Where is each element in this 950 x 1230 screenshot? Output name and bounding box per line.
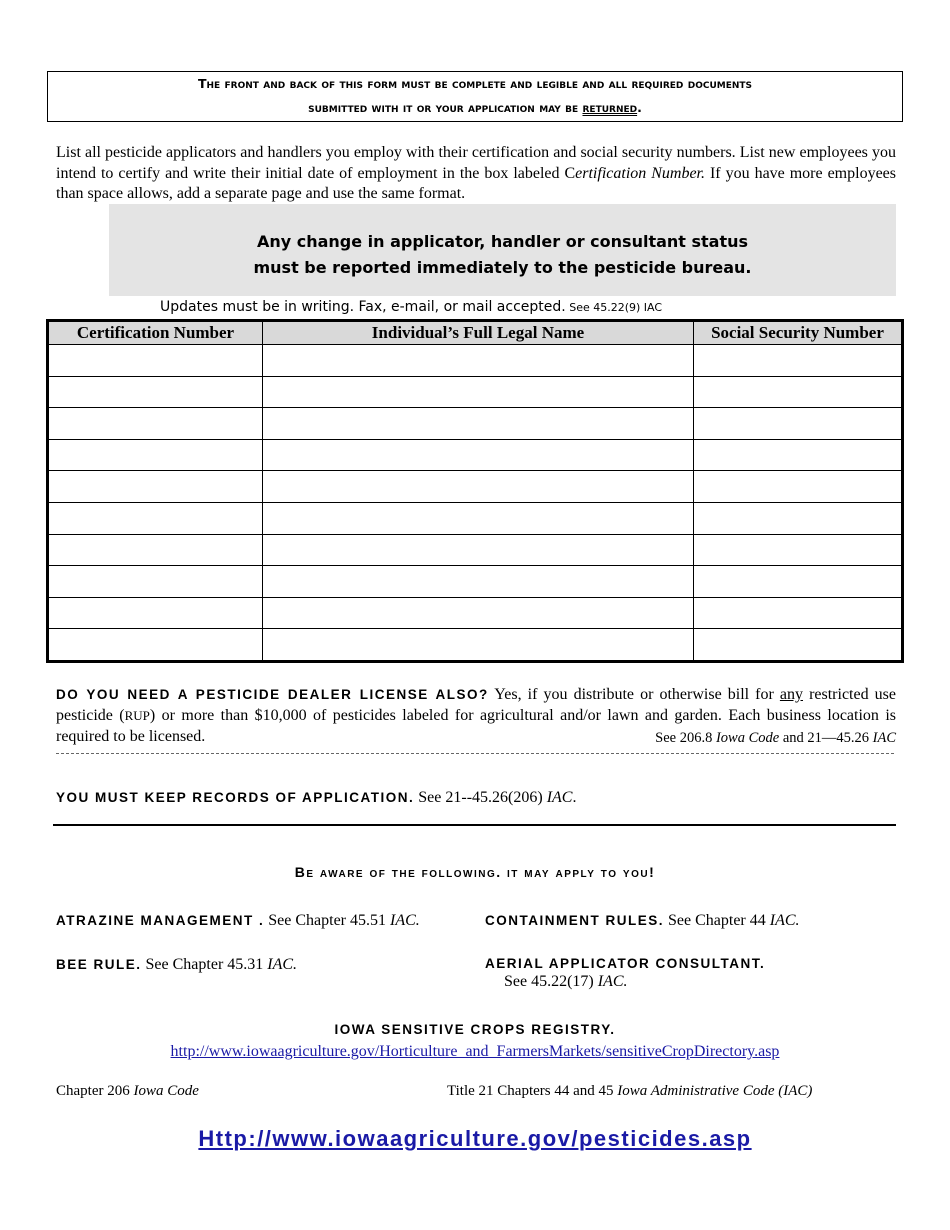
updates-text: Updates must be in writing. Fax, e-mail, or mail accepted. <box>160 299 566 315</box>
table-row <box>48 502 903 534</box>
callout-line2: must be reported immediately to the pesticide bureau. <box>253 258 752 277</box>
employee-table <box>46 319 904 663</box>
dealer-text2: restricted use pesticide ( <box>56 686 896 724</box>
aerial-text: See 45.22(17) <box>504 973 598 990</box>
header-ssn: Social Security Number <box>694 321 903 345</box>
table-row <box>48 597 903 629</box>
records-iac: IAC <box>546 789 573 806</box>
ssn-cell[interactable] <box>694 439 903 471</box>
containment-item <box>485 912 800 930</box>
footer-left-italic: Iowa Code <box>133 1083 199 1099</box>
full-legal-name-cell[interactable] <box>263 597 694 629</box>
records-heading: YOU MUST KEEP RECORDS OF APPLICATION. <box>56 790 415 805</box>
footer-right <box>447 1083 812 1100</box>
certification-number-cell[interactable] <box>48 566 263 598</box>
notice-line2: submitted with it or your application may be <box>308 100 583 115</box>
header-full-legal-name: Individual’s Full Legal Name <box>263 321 694 345</box>
ssn-cell[interactable] <box>694 345 903 377</box>
atrazine-iac: IAC. <box>390 912 420 929</box>
records-section <box>56 787 896 808</box>
ssn-cell[interactable] <box>694 408 903 440</box>
notice-emphasis: returned <box>582 100 638 115</box>
ssn-cell[interactable] <box>694 566 903 598</box>
certification-number-cell[interactable] <box>48 345 263 377</box>
status-change-callout <box>109 204 896 296</box>
table-row <box>48 376 903 408</box>
records-end: . <box>572 789 577 806</box>
dealer-license-section <box>56 684 896 749</box>
ssn-cell[interactable] <box>694 534 903 566</box>
dealer-text3: ) or more than $10,000 of pesticides labeled for agricultural and/or lawn and garden. Each business location is required to be licensed. <box>56 707 896 745</box>
certification-number-cell[interactable] <box>48 408 263 440</box>
table-row <box>48 439 903 471</box>
dealer-ref-iac: IAC <box>872 730 896 746</box>
dealer-ref <box>655 728 896 749</box>
intro-italic: ertification Number. <box>575 164 706 182</box>
footer-right-text: Title 21 Chapters 44 and 45 <box>447 1083 618 1099</box>
ssn-cell[interactable] <box>694 597 903 629</box>
ssn-cell[interactable] <box>694 629 903 662</box>
intro-text2: If you have more employees than space allows, add a separate page and use the same format. <box>56 164 897 202</box>
notice-line1: The front and back of this form must be complete and legible and all required documents <box>197 76 753 91</box>
solid-divider <box>53 824 896 826</box>
full-legal-name-cell[interactable] <box>263 408 694 440</box>
table-row <box>48 566 903 598</box>
main-link-wrap <box>0 1126 950 1152</box>
notice-end: . <box>637 100 642 115</box>
full-legal-name-cell[interactable] <box>263 502 694 534</box>
ssn-cell[interactable] <box>694 471 903 503</box>
aerial-item <box>485 956 765 991</box>
callout-line1: Any change in applicator, handler or consultant status <box>256 232 749 251</box>
certification-number-cell[interactable] <box>48 597 263 629</box>
dealer-ref2: and 21—45.26 <box>779 730 873 746</box>
registry-link-wrap <box>0 1043 950 1061</box>
updates-ref: See 45.22(9) IAC <box>565 301 663 314</box>
footer-left <box>56 1083 199 1100</box>
aerial-iac: IAC. <box>597 973 628 990</box>
full-legal-name-cell[interactable] <box>263 345 694 377</box>
certification-number-cell[interactable] <box>48 629 263 662</box>
dealer-any: any <box>779 686 803 703</box>
containment-iac: IAC. <box>769 912 800 929</box>
certification-number-cell[interactable] <box>48 471 263 503</box>
bee-item <box>56 956 297 974</box>
dealer-text1: Yes, if you distribute or otherwise bill for <box>488 686 780 703</box>
table-row <box>48 629 903 662</box>
full-legal-name-cell[interactable] <box>263 534 694 566</box>
table-row <box>48 471 903 503</box>
certification-number-cell[interactable] <box>48 534 263 566</box>
containment-heading: CONTAINMENT RULES. <box>485 913 664 928</box>
full-legal-name-cell[interactable] <box>263 439 694 471</box>
bee-text: See Chapter 45.31 <box>141 956 268 973</box>
full-legal-name-cell[interactable] <box>263 471 694 503</box>
containment-text: See Chapter 44 <box>664 912 770 929</box>
pesticides-link[interactable]: Http://www.iowaagriculture.gov/pesticides.asp <box>198 1126 752 1151</box>
registry-link[interactable]: http://www.iowaagriculture.gov/Horticulture_and_FarmersMarkets/sensitiveCropDirectory.asp <box>170 1043 780 1060</box>
ssn-cell[interactable] <box>694 502 903 534</box>
full-legal-name-cell[interactable] <box>263 566 694 598</box>
dealer-heading: DO YOU NEED A PESTICIDE DEALER LICENSE ALSO? <box>56 687 489 702</box>
footer-right-italic: Iowa Administrative Code (IAC) <box>617 1083 813 1099</box>
notice-box <box>47 71 903 122</box>
aerial-heading: AERIAL APPLICATOR CONSULTANT. <box>485 956 766 971</box>
table-row <box>48 345 903 377</box>
dealer-ref-code: Iowa Code <box>715 730 780 746</box>
registry-heading: IOWA SENSITIVE CROPS REGISTRY. <box>334 1022 616 1037</box>
certification-number-cell[interactable] <box>48 502 263 534</box>
ssn-cell[interactable] <box>694 376 903 408</box>
header-certification-number: Certification Number <box>48 321 263 345</box>
atrazine-item <box>56 912 420 930</box>
dealer-rup: RUP <box>124 708 150 723</box>
atrazine-text: See Chapter 45.51 <box>264 912 390 929</box>
intro-text: List all pesticide applicators and handlers you employ with their certification and social security numbers. List new employees you intend to certify and write their initial date of employment in the box labeled C <box>56 144 896 182</box>
certification-number-cell[interactable] <box>48 439 263 471</box>
footer-left-text: Chapter 206 <box>56 1083 134 1099</box>
dashed-divider <box>56 753 894 754</box>
dealer-ref1: See 206.8 <box>655 730 716 746</box>
updates-note <box>160 299 662 315</box>
atrazine-heading: ATRAZINE MANAGEMENT . <box>56 913 265 928</box>
bee-heading: BEE RULE. <box>56 957 142 972</box>
full-legal-name-cell[interactable] <box>263 376 694 408</box>
bee-iac: IAC. <box>267 956 298 973</box>
intro-paragraph <box>56 143 896 205</box>
full-legal-name-cell[interactable] <box>263 629 694 662</box>
table-row <box>48 408 903 440</box>
table-row <box>48 534 903 566</box>
aware-heading: Be aware of the following. it may apply to you! <box>294 864 656 880</box>
records-text: See 21--45.26(206) <box>414 789 547 806</box>
certification-number-cell[interactable] <box>48 376 263 408</box>
